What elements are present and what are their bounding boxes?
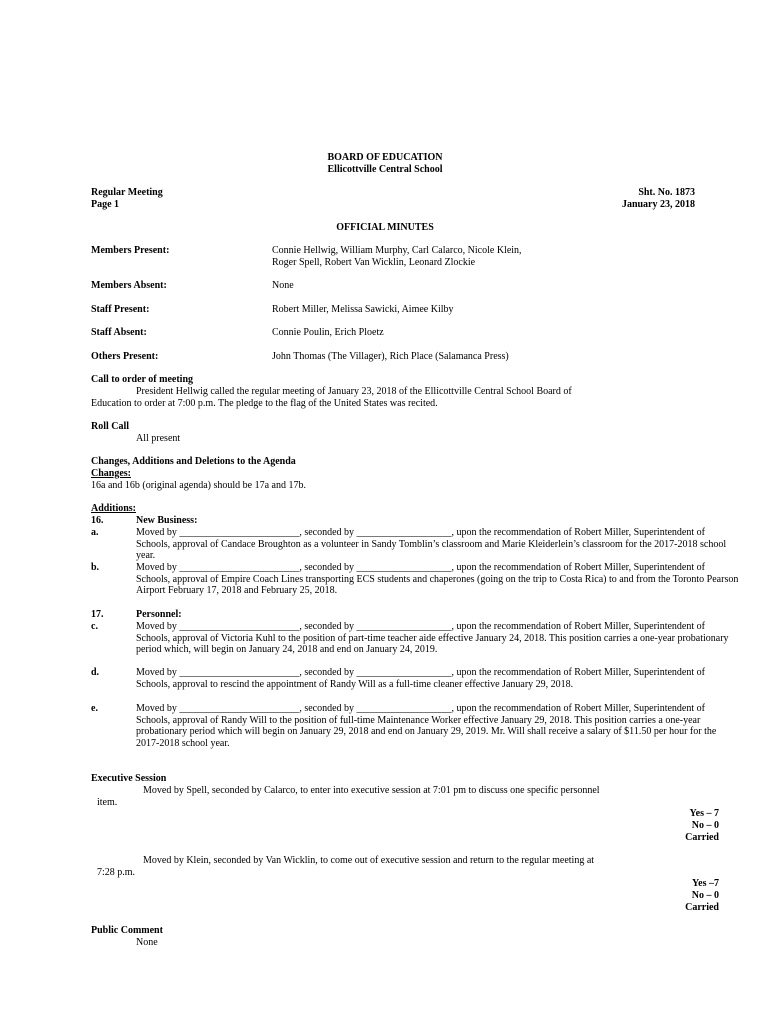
vote2-result: Carried bbox=[685, 902, 719, 913]
meeting-type: Regular Meeting bbox=[91, 187, 163, 198]
org-title: BOARD OF EDUCATION bbox=[327, 152, 443, 163]
item-c-text: Moved by ________________________, seconded by ___________________, upon the recommendation of Robert Miller, Superintendent of Schools, approval of Victoria Kuhl to the position of part-time teacher aide effective January 24, 2018. This position carries a one-year probationary period which, will begin on January 24, 2018 and end on January 24, 2019. bbox=[136, 621, 729, 656]
school-name: Ellicottville Central School bbox=[327, 164, 443, 175]
call-to-order-line2: Education to order at 7:00 p.m. The pledge to the flag of the United States was recited. bbox=[91, 398, 438, 409]
staff-present-label: Staff Present: bbox=[91, 304, 150, 315]
roll-call-text: All present bbox=[136, 433, 181, 444]
item-d-text: Moved by ________________________, seconded by ___________________, upon the recommendation of Robert Miller, Superintendent of Schools, approval to rescind the appointment of Randy Will as a full-time cleaner effective January 29, 2018. bbox=[136, 667, 705, 690]
exec-motion2-line1: Moved by Klein, seconded by Van Wicklin, to come out of executive session and return to the regular meeting at bbox=[143, 855, 595, 866]
item-e-key: e. bbox=[91, 703, 98, 714]
sheet-number: Sht. No. 1873 bbox=[638, 187, 695, 198]
item-b-key: b. bbox=[91, 562, 100, 573]
members-present-line1: Connie Hellwig, William Murphy, Carl Calarco, Nicole Klein, bbox=[272, 245, 522, 256]
meeting-date: January 23, 2018 bbox=[621, 199, 695, 210]
additions-label: Additions: bbox=[91, 503, 137, 514]
item-e-text: Moved by ________________________, seconded by ___________________, upon the recommendation of Robert Miller, Superintendent of Schools, approval of Randy Will to the position of full-time Maintenance Worker effective January 29, 2018. This position carries a one-year probationary period which will begin on January 29, 2018 and end on January 29, 2019. Mr. Will shall receive a salary of $11.50 per hour for the 2017-2018 school year. bbox=[136, 703, 717, 749]
vote1-no: No – 0 bbox=[691, 820, 719, 831]
executive-session-heading: Executive Session bbox=[91, 773, 167, 784]
members-present-line2: Roger Spell, Robert Van Wicklin, Leonard Zlockie bbox=[272, 257, 476, 268]
vote1-yes: Yes – 7 bbox=[689, 808, 719, 819]
section-16-title: New Business: bbox=[136, 515, 198, 526]
roll-call-heading: Roll Call bbox=[91, 421, 130, 432]
doc-title: OFFICIAL MINUTES bbox=[336, 222, 434, 233]
vote1-result: Carried bbox=[685, 832, 719, 843]
item-c-key: c. bbox=[91, 621, 98, 632]
vote2-yes: Yes –7 bbox=[692, 878, 719, 889]
vote2-no: No – 0 bbox=[691, 890, 719, 901]
page-number: Page 1 bbox=[91, 199, 120, 210]
changes-text: 16a and 16b (original agenda) should be 17a and 17b. bbox=[91, 480, 306, 491]
item-d-key: d. bbox=[91, 667, 100, 678]
public-comment-heading: Public Comment bbox=[91, 925, 163, 936]
section-17-number: 17. bbox=[91, 609, 104, 620]
exec-motion2-line2: 7:28 p.m. bbox=[97, 867, 136, 878]
staff-absent-label: Staff Absent: bbox=[91, 327, 147, 338]
changes-heading: Changes, Additions and Deletions to the Agenda bbox=[91, 456, 296, 467]
members-present-label: Members Present: bbox=[91, 245, 170, 256]
section-17-title: Personnel: bbox=[136, 609, 182, 620]
staff-absent-value: Connie Poulin, Erich Ploetz bbox=[272, 327, 384, 338]
others-present-label: Others Present: bbox=[91, 351, 159, 362]
exec-motion1-line1: Moved by Spell, seconded by Calarco, to enter into executive session at 7:01 pm to discuss one specific personnel bbox=[143, 785, 600, 796]
members-absent-label: Members Absent: bbox=[91, 280, 167, 291]
members-absent-value: None bbox=[272, 280, 294, 291]
item-a-key: a. bbox=[91, 527, 99, 538]
public-comment-text: None bbox=[136, 937, 158, 948]
item-b-text: Moved by ________________________, seconded by ___________________, upon the recommendation of Robert Miller, Superintendent of Schools, approval of Empire Coach Lines transporting ECS students and chaperones (going on the trip to Costa Rica) to and from the Toronto Pearson Airport February 17, 2018 and February 25, 2018. bbox=[136, 562, 739, 597]
changes-label: Changes: bbox=[91, 468, 132, 479]
call-to-order-line1: President Hellwig called the regular meeting of January 23, 2018 of the Ellicottville Central School Board of bbox=[136, 386, 572, 397]
section-16-number: 16. bbox=[91, 515, 104, 526]
call-to-order-heading: Call to order of meeting bbox=[91, 374, 194, 385]
staff-present-value: Robert Miller, Melissa Sawicki, Aimee Kilby bbox=[272, 304, 454, 315]
item-a-text: Moved by ________________________, seconded by ___________________, upon the recommendation of Robert Miller, Superintendent of Schools, approval of Candace Broughton as a volunteer in Sandy Tomblin’s classroom and Marie Kleiderlein’s classroom for the 2017-2018 school year. bbox=[136, 527, 727, 562]
exec-motion1-line2: item. bbox=[97, 797, 118, 808]
others-present-value: John Thomas (The Villager), Rich Place (Salamanca Press) bbox=[272, 351, 509, 362]
